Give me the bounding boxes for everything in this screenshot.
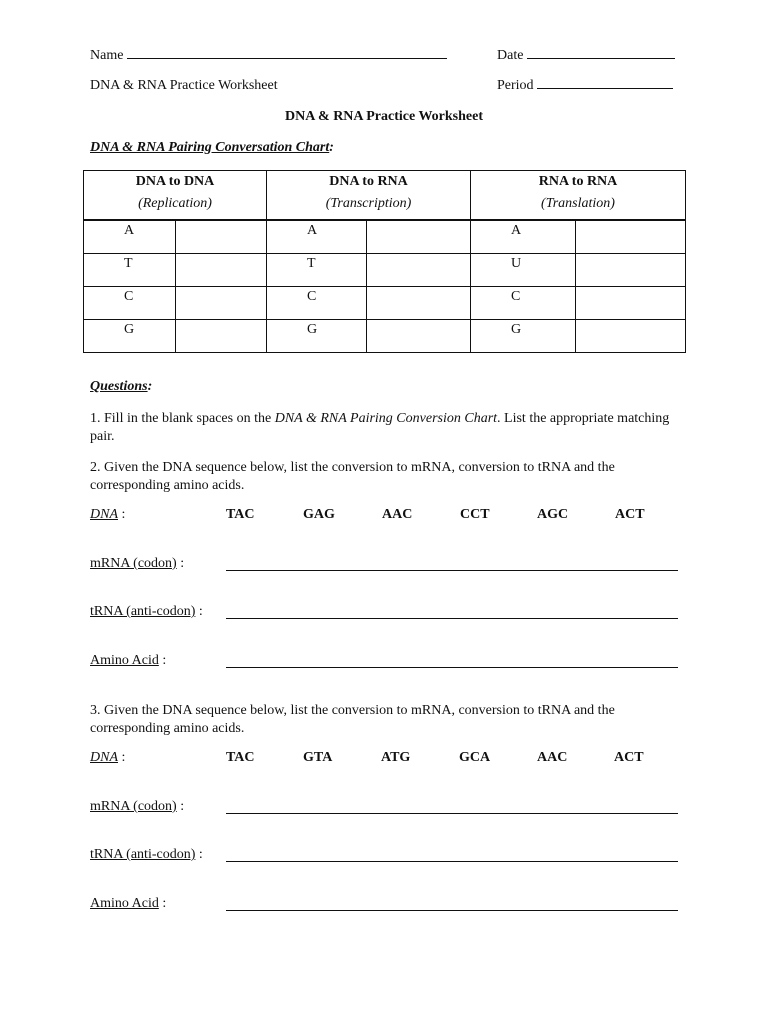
dna-label: DNA	[90, 750, 118, 765]
chart-col-subtitle: (Translation)	[541, 196, 615, 211]
period-field[interactable]	[497, 78, 673, 94]
answer-cell[interactable]	[367, 320, 471, 353]
q2-mrna-label	[90, 556, 184, 572]
pairing-chart	[83, 170, 686, 353]
q2-codon: AGC	[537, 507, 569, 522]
base-cell: C	[471, 287, 576, 320]
q2-amino-label	[90, 653, 166, 669]
q3-dna-label	[90, 750, 125, 766]
chart-col-subtitle: (Replication)	[138, 196, 212, 211]
base-cell: G	[267, 320, 367, 353]
answer-cell[interactable]	[576, 320, 686, 353]
q3-codon: ACT	[614, 750, 644, 765]
chart-row	[84, 287, 686, 320]
chart-col-title: DNA to RNA	[329, 174, 408, 189]
mrna-label: mRNA (codon)	[90, 799, 177, 814]
q1-suffix: . List the appropriate matching pair.	[90, 411, 670, 444]
trna-label: tRNA (anti-codon)	[90, 604, 196, 619]
q2-trna-label	[90, 604, 203, 620]
base-cell: G	[84, 320, 176, 353]
q2-codon: CCT	[460, 507, 490, 522]
q2-trna-answer-line[interactable]	[226, 618, 678, 619]
question-2: 2. Given the DNA sequence below, list the conversion to mRNA, conversion to tRNA and the corresponding amino acids.	[90, 460, 615, 493]
answer-cell[interactable]	[176, 220, 267, 254]
base-cell: C	[84, 287, 176, 320]
dna-label: DNA	[90, 507, 118, 522]
q3-codon: ATG	[381, 750, 411, 765]
q3-trna-answer-line[interactable]	[226, 861, 678, 862]
answer-cell[interactable]	[176, 287, 267, 320]
chart-col-subtitle: (Transcription)	[325, 196, 412, 211]
chart-col-title: DNA to DNA	[135, 174, 215, 189]
amino-label: Amino Acid	[90, 653, 159, 668]
q3-codon: TAC	[226, 750, 255, 765]
q3-amino-answer-line[interactable]	[226, 910, 678, 911]
answer-cell[interactable]	[367, 287, 471, 320]
label-colon: :	[180, 556, 185, 571]
answer-cell[interactable]	[176, 254, 267, 287]
base-cell: C	[267, 287, 367, 320]
chart-col-dna-to-dna	[84, 171, 267, 221]
questions-heading-colon: :	[147, 379, 153, 394]
q2-mrna-answer-line[interactable]	[226, 570, 678, 571]
base-cell: A	[471, 220, 576, 254]
chart-col-rna-to-rna	[471, 171, 686, 221]
period-label: Period	[497, 78, 534, 93]
period-input-line[interactable]	[537, 88, 673, 89]
base-cell: T	[267, 254, 367, 287]
dna-colon: :	[121, 507, 126, 522]
chart-row	[84, 320, 686, 353]
base-cell: T	[84, 254, 176, 287]
q3-mrna-label	[90, 799, 184, 815]
amino-label: Amino Acid	[90, 896, 159, 911]
chart-col-dna-to-rna	[267, 171, 471, 221]
dna-colon: :	[121, 750, 126, 765]
base-cell: A	[267, 220, 367, 254]
name-field[interactable]	[90, 48, 447, 64]
q2-dna-label	[90, 507, 125, 523]
name-label: Name	[90, 48, 124, 63]
mrna-label: mRNA (codon)	[90, 556, 177, 571]
date-field[interactable]	[497, 48, 675, 64]
date-label: Date	[497, 48, 524, 63]
chart-col-title: RNA to RNA	[538, 174, 618, 189]
chart-row	[84, 254, 686, 287]
page-title: DNA & RNA Practice Worksheet	[284, 109, 484, 124]
worksheet-subtitle: DNA & RNA Practice Worksheet	[90, 78, 278, 93]
date-input-line[interactable]	[527, 58, 675, 59]
q3-trna-label	[90, 847, 203, 863]
label-colon: :	[180, 799, 185, 814]
q2-codon: GAG	[303, 507, 335, 522]
question-1	[90, 410, 680, 446]
answer-cell[interactable]	[576, 287, 686, 320]
q3-codon: GTA	[303, 750, 333, 765]
base-cell: U	[471, 254, 576, 287]
chart-row	[84, 220, 686, 254]
q2-codon: ACT	[615, 507, 645, 522]
base-cell: G	[471, 320, 576, 353]
answer-cell[interactable]	[176, 320, 267, 353]
label-colon: :	[162, 653, 167, 668]
answer-cell[interactable]	[576, 220, 686, 254]
q3-codon: AAC	[537, 750, 568, 765]
q1-prefix: 1. Fill in the blank spaces on the	[90, 411, 275, 426]
chart-heading-text: DNA & RNA Pairing Conversation Chart	[90, 140, 330, 155]
q3-mrna-answer-line[interactable]	[226, 813, 678, 814]
base-cell: A	[84, 220, 176, 254]
q1-chart-name: DNA & RNA Pairing Conversion Chart	[274, 411, 498, 426]
answer-cell[interactable]	[367, 220, 471, 254]
name-input-line[interactable]	[127, 58, 447, 59]
q2-amino-answer-line[interactable]	[226, 667, 678, 668]
trna-label: tRNA (anti-codon)	[90, 847, 196, 862]
questions-heading	[90, 379, 152, 395]
question-3: 3. Given the DNA sequence below, list the conversion to mRNA, conversion to tRNA and the corresponding amino acids.	[90, 703, 615, 736]
chart-heading	[90, 140, 334, 156]
questions-heading-text: Questions	[90, 379, 148, 394]
answer-cell[interactable]	[367, 254, 471, 287]
q3-codon: GCA	[459, 750, 491, 765]
label-colon: :	[198, 604, 203, 619]
chart-heading-colon: :	[329, 140, 334, 155]
label-colon: :	[198, 847, 203, 862]
answer-cell[interactable]	[576, 254, 686, 287]
label-colon: :	[162, 896, 167, 911]
q3-amino-label	[90, 896, 166, 912]
q2-codon: TAC	[226, 507, 255, 522]
q2-codon: AAC	[382, 507, 413, 522]
